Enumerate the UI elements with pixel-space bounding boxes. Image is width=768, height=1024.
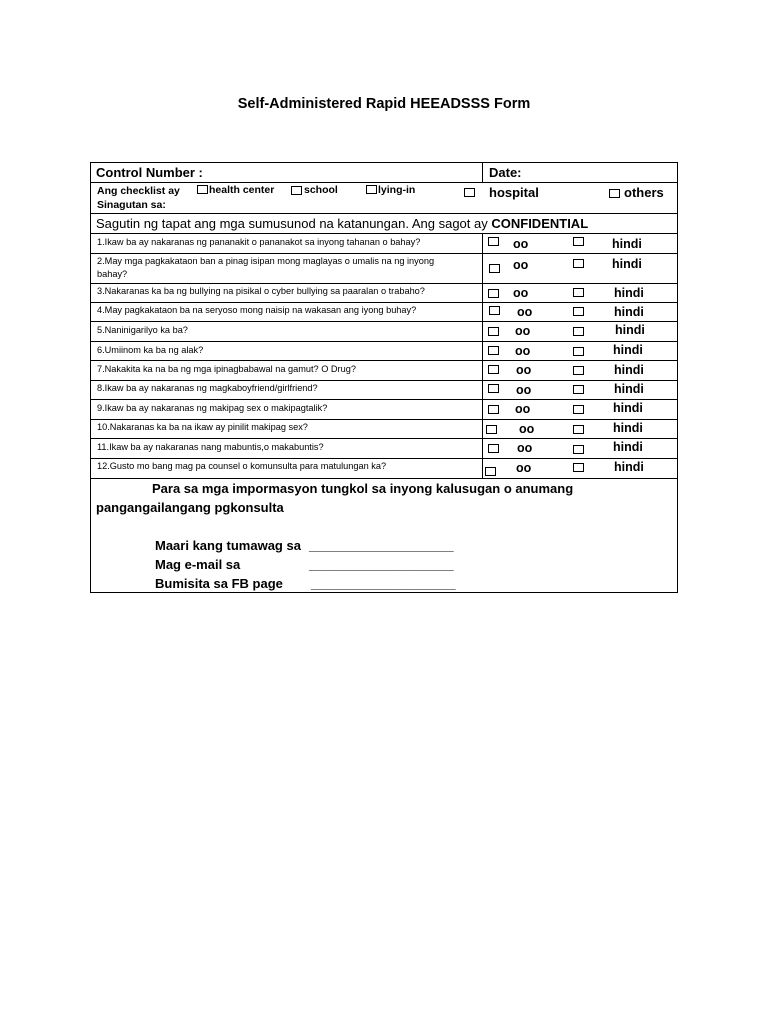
call-blank[interactable]: ____________________ (309, 538, 454, 553)
q12-oo-label: oo (516, 461, 532, 475)
q4-oo-checkbox[interactable] (489, 306, 500, 315)
q3-oo-checkbox[interactable] (488, 289, 499, 298)
q12-oo-checkbox[interactable] (485, 467, 496, 476)
control-number-label: Control Number : (96, 165, 203, 180)
instruction-plain: Sagutin ng tapat ang mga sumusunod na katanungan. Ang sagot ay (96, 216, 492, 231)
question-6-text: 6.Umiinom ka ba ng alak? (97, 345, 204, 355)
school-label: school (304, 184, 338, 196)
question-row-8 (91, 381, 677, 400)
question-row-5 (91, 322, 677, 342)
q3-hindi-checkbox[interactable] (573, 288, 584, 297)
q5-hindi-label: hindi (615, 323, 645, 337)
q2-hindi-checkbox[interactable] (573, 259, 584, 268)
q10-oo-checkbox[interactable] (486, 425, 497, 434)
q7-hindi-label: hindi (614, 363, 644, 377)
q1-oo-label: oo (513, 237, 529, 251)
question-row-6 (91, 342, 677, 361)
q3-hindi-label: hindi (614, 286, 644, 300)
q10-oo-label: oo (519, 422, 535, 436)
q7-oo-label: oo (516, 363, 532, 377)
q2-hindi-label: hindi (612, 257, 642, 271)
q9-oo-checkbox[interactable] (488, 405, 499, 414)
question-row-12 (91, 459, 677, 479)
others-checkbox[interactable] (609, 189, 620, 198)
q2-oo-checkbox[interactable] (489, 264, 500, 273)
question-row-11 (91, 439, 677, 459)
question-4-text: 4.May pagkakataon ba na seryoso mong naisip na wakasan ang iyong buhay? (97, 305, 417, 315)
q4-hindi-label: hindi (614, 305, 644, 319)
email-label: Mag e-mail sa (155, 557, 241, 572)
q9-hindi-label: hindi (613, 401, 643, 415)
q1-hindi-label: hindi (612, 237, 642, 251)
question-11-text: 11.Ikaw ba ay nakaranas nang mabuntis,o makabuntis? (97, 442, 324, 452)
question-1-text: 1.Ikaw ba ay nakaranas ng pananakit o pananakot sa inyong tahanan o bahay? (97, 237, 421, 247)
question-9-text: 9.Ikaw ba ay nakaranas ng makipag sex o makipagtalik? (97, 403, 328, 413)
q11-hindi-label: hindi (613, 440, 643, 454)
instruction-emphasis: CONFIDENTIAL (491, 216, 589, 231)
control-number-row (91, 163, 677, 183)
q5-oo-label: oo (515, 324, 531, 338)
question-8-text: 8.Ikaw ba ay nakaranas ng magkaboyfriend/girlfriend? (97, 383, 318, 393)
q10-hindi-label: hindi (613, 421, 643, 435)
fb-blank[interactable]: ____________________ (311, 576, 456, 591)
q6-oo-checkbox[interactable] (488, 346, 499, 355)
q7-hindi-checkbox[interactable] (573, 366, 584, 375)
checklist-row (91, 183, 677, 214)
q12-hindi-label: hindi (614, 460, 644, 474)
instruction-row (91, 214, 677, 234)
q1-oo-checkbox[interactable] (488, 237, 499, 246)
instruction-text (96, 216, 588, 231)
question-row-3 (91, 284, 677, 303)
q6-hindi-label: hindi (613, 343, 643, 357)
fb-label: Bumisita sa FB page (155, 576, 283, 591)
q10-hindi-checkbox[interactable] (573, 425, 584, 434)
question-12-text: 12.Gusto mo bang mag pa counsel o komunsulta para matulungan ka? (97, 461, 387, 471)
q1-hindi-checkbox[interactable] (573, 237, 584, 246)
q6-hindi-checkbox[interactable] (573, 347, 584, 356)
q4-oo-label: oo (517, 305, 533, 319)
lying-in-checkbox[interactable] (366, 185, 377, 194)
health-center-label: health center (209, 184, 275, 196)
q12-hindi-checkbox[interactable] (573, 463, 584, 472)
q11-oo-checkbox[interactable] (488, 444, 499, 453)
question-2-text-line1: 2.May mga pagkakataon ban a pinag isipan mong maglayas o umalis na ng inyong (97, 256, 435, 266)
form-title: Self-Administered Rapid HEEADSSS Form (237, 96, 531, 112)
contact-intro-line2: pangangailangang pgkonsulta (96, 500, 284, 515)
contact-intro-line1: Para sa mga impormasyon tungkol sa inyong kalusugan o anumang (152, 481, 574, 496)
q4-hindi-checkbox[interactable] (573, 307, 584, 316)
checklist-label-line2: Sinagutan sa: (97, 199, 166, 211)
q5-hindi-checkbox[interactable] (573, 327, 584, 336)
question-7-text: 7.Nakakita ka na ba ng mga ipinagbabawal na gamut? O Drug? (97, 364, 356, 374)
hospital-checkbox[interactable] (464, 188, 475, 197)
question-10-text: 10.Nakaranas ka ba na ikaw ay pinilit makipag sex? (97, 422, 308, 432)
q11-hindi-checkbox[interactable] (573, 445, 584, 454)
q11-oo-label: oo (517, 441, 533, 455)
q8-hindi-label: hindi (614, 382, 644, 396)
heeadsss-form (90, 162, 678, 593)
q7-oo-checkbox[interactable] (488, 365, 499, 374)
call-label: Maari kang tumawag sa (155, 538, 301, 553)
question-row-9 (91, 400, 677, 420)
school-checkbox[interactable] (291, 186, 302, 195)
q8-hindi-checkbox[interactable] (573, 385, 584, 394)
q3-oo-label: oo (513, 286, 529, 300)
question-row-7 (91, 361, 677, 381)
email-blank[interactable]: ____________________ (309, 557, 454, 572)
date-label: Date: (489, 165, 522, 180)
q6-oo-label: oo (515, 344, 531, 358)
others-label: others (624, 185, 664, 200)
question-row-2 (91, 254, 677, 284)
question-2-text-line2: bahay? (97, 269, 128, 279)
q9-oo-label: oo (515, 402, 531, 416)
health-center-checkbox[interactable] (197, 185, 208, 194)
q8-oo-label: oo (516, 383, 532, 397)
q9-hindi-checkbox[interactable] (573, 405, 584, 414)
checklist-label-line1: Ang checklist ay (97, 185, 180, 197)
q2-oo-label: oo (513, 258, 529, 272)
hospital-label: hospital (489, 185, 539, 200)
q8-oo-checkbox[interactable] (488, 384, 499, 393)
contact-section (91, 479, 677, 592)
question-row-1 (91, 234, 677, 254)
question-row-4 (91, 303, 677, 322)
lying-in-label: lying-in (378, 184, 416, 196)
question-row-10 (91, 420, 677, 439)
q5-oo-checkbox[interactable] (488, 327, 499, 336)
question-5-text: 5.Naninigarilyo ka ba? (97, 325, 188, 335)
question-3-text: 3.Nakaranas ka ba ng bullying na pisikal o cyber bullying sa paaralan o trabaho? (97, 286, 425, 296)
